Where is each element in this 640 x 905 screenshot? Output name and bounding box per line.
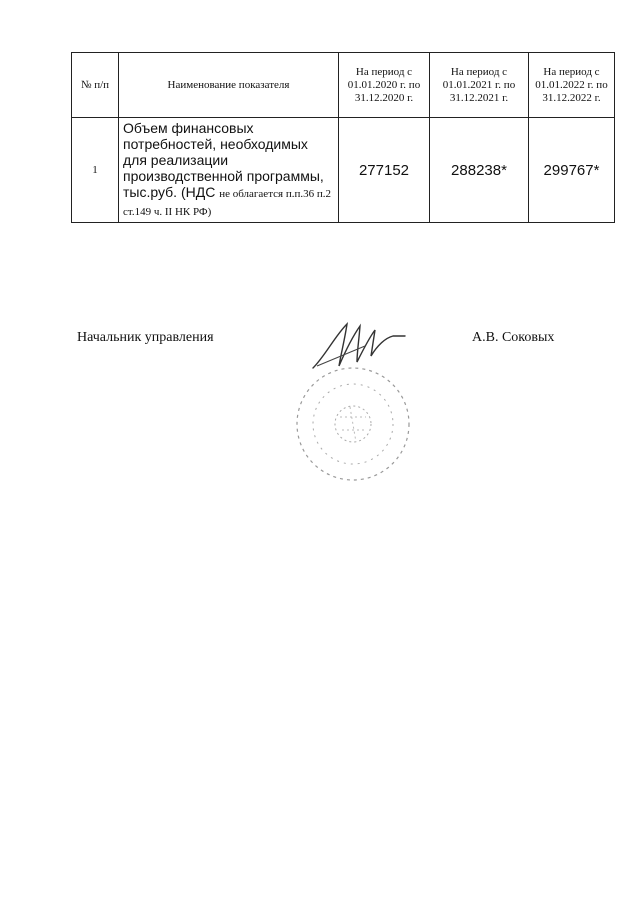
signatory-position: Начальник управления <box>77 330 214 345</box>
round-seal <box>290 362 420 487</box>
value-2021: 288238* <box>430 118 529 223</box>
indicator-table <box>71 52 615 223</box>
header-period-2022: На период с 01.01.2022 г. по 31.12.2022 г. <box>529 53 615 118</box>
table-row <box>72 118 615 223</box>
row-number: 1 <box>72 118 119 223</box>
table-header-row <box>72 53 615 118</box>
value-2020: 277152 <box>339 118 430 223</box>
indicator-name-note: не облагается п.п.36 п.2 ст.149 ч. II НК РФ) <box>123 188 331 218</box>
signatory-name: А.В. Соковых <box>472 330 555 345</box>
row-indicator-name <box>119 118 339 223</box>
header-period-2021: На период с 01.01.2021 г. по 31.12.2021 г. <box>430 53 529 118</box>
header-number: № п/п <box>72 53 119 118</box>
header-indicator-name: Наименование показателя <box>119 53 339 118</box>
header-period-2020: На период с 01.01.2020 г. по 31.12.2020 г. <box>339 53 430 118</box>
value-2022: 299767* <box>529 118 615 223</box>
indicator-name-main: Объем финансовых потребностей, необходимых для реализации производственной программы, тыс.руб. (НДС <box>123 120 324 200</box>
